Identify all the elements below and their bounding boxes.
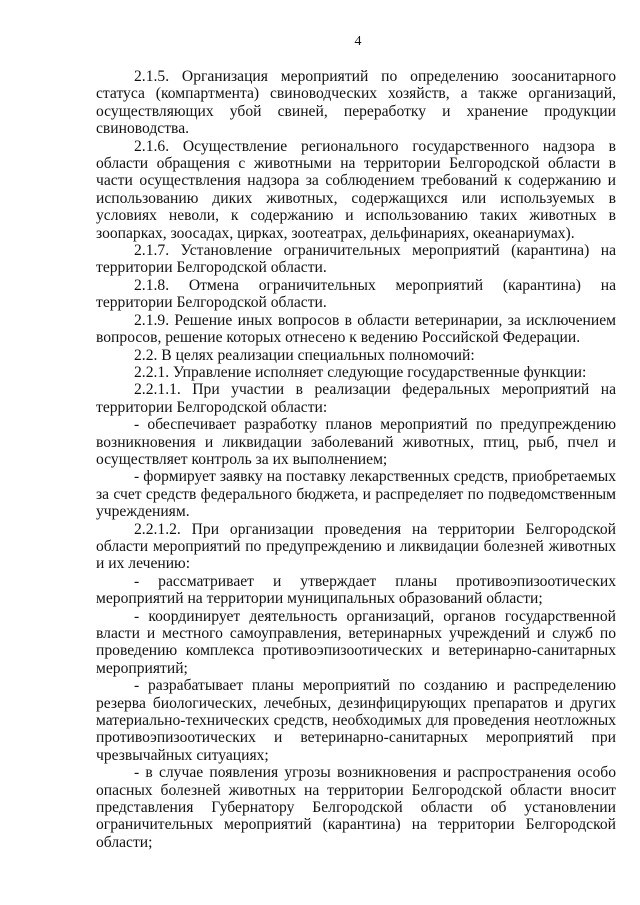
list-item-quarantine-proposal: - в случае появления угрозы возникновения и распространения особо опасных болезней животных на территории Белгородской области вносит представления Губернатору Белгородской области об установлении ограничительных мероприятий (карантина) на территории Белгородской области; [96, 764, 616, 851]
paragraph-2-2-1-1: 2.2.1.1. При участии в реализации федеральных мероприятий на территории Белгородской области: [96, 381, 616, 416]
paragraph-2-1-5: 2.1.5. Организация мероприятий по определению зоосанитарного статуса (компартмента) свиноводческих хозяйств, а также организаций, осуществляющих убой свиней, переработку и хранение продукции свиноводства. [96, 68, 616, 138]
paragraph-2-1-7: 2.1.7. Установление ограничительных мероприятий (карантина) на территории Белгородской области. [96, 242, 616, 277]
list-item-plans-prevention: - обеспечивает разработку планов мероприятий по предупреждению возникновения и ликвидации заболеваний животных, птиц, рыб, пчел и осуществляет контроль за их выполнением; [96, 416, 616, 468]
list-item-reserve-plans: - разрабатывает планы мероприятий по созданию и распределению резерва биологических, лечебных, дезинфицирующих препаратов и других материально-технических средств, необходимых для проведения неотложных противоэпизоотических и ветеринарно-санитарных мероприятий при чрезвычайных ситуациях; [96, 677, 616, 764]
paragraph-2-2: 2.2. В целях реализации специальных полномочий: [134, 346, 475, 364]
paragraph-2-2-1: 2.2.1. Управление исполняет следующие государственные функции: [134, 363, 587, 381]
list-item-coordination: - координирует деятельность организаций, органов государственной власти и местного самоуправления, ветеринарных учреждений и служб по проведению комплекса противоэпизоотических и ветеринарно-санитарных мероприятий; [96, 607, 616, 677]
document-body [96, 68, 616, 851]
list-item-medicine-request: - формирует заявку на поставку лекарственных средств, приобретаемых за счет средств федерального бюджета, и распределяет по подведомственным учреждениям. [96, 468, 616, 521]
list-item-approve-plans: - рассматривает и утверждает планы противоэпизоотических мероприятий на территории муниципальных образований области; [96, 572, 616, 608]
paragraph-2-2-1-2: 2.2.1.2. При организации проведения на территории Белгородской области мероприятий по предупреждению и ликвидации болезней животных и их лечению: [96, 520, 616, 573]
paragraph-2-1-6: 2.1.6. Осуществление регионального государственного надзора в области обращения с животными на территории Белгородской области в части осуществления надзора за соблюдением требований к содержанию и использованию диких животных, содержащихся или используемых в условиях неволи, к содержанию и использованию таких животных в зоопарках, зоосадах, цирках, зоотеатрах, дельфинариях, океанариумах). [96, 137, 616, 242]
paragraph-2-1-9: 2.1.9. Решение иных вопросов в области ветеринарии, за исключением вопросов, решение которых отнесено к ведению Российской Федерации. [96, 311, 616, 347]
page-number: 4 [354, 34, 362, 49]
paragraph-2-1-8: 2.1.8. Отмена ограничительных мероприятий (карантина) на территории Белгородской области. [96, 276, 616, 312]
